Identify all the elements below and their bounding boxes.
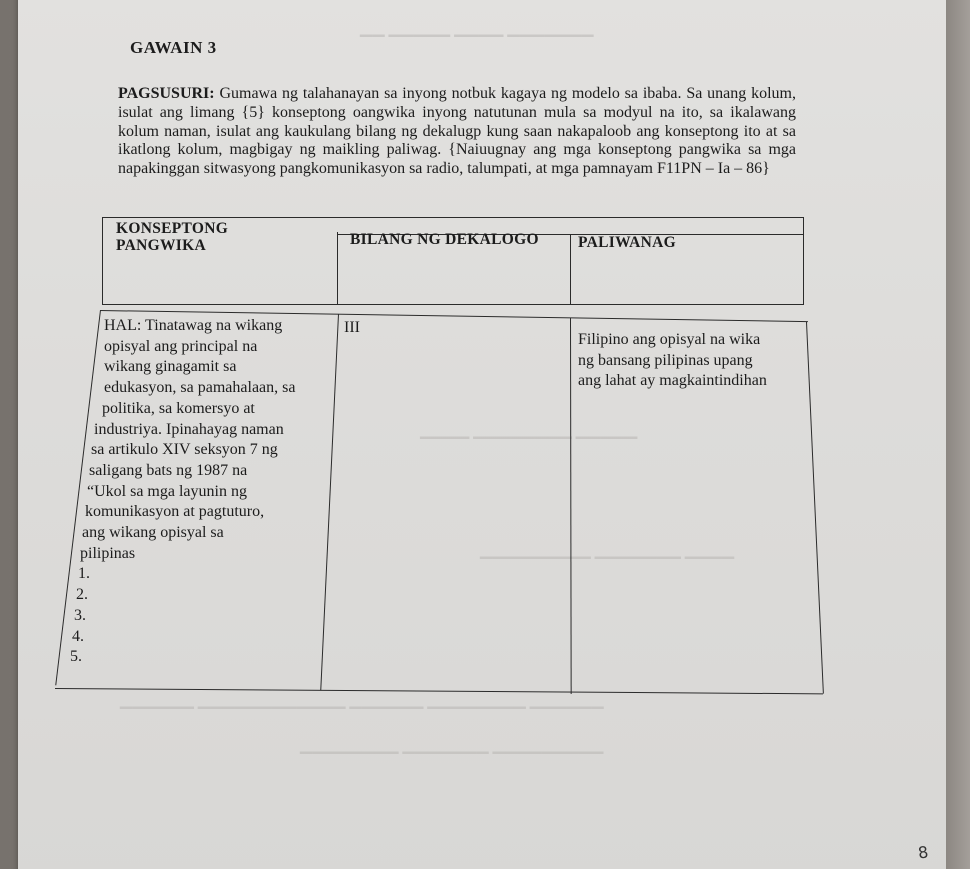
instructions-text: Gumawa ng talahanayan sa inyong notbuk kagaya ng modelo sa ibaba. Sa unang kolum, isulat ang limang {5} konseptong oangwika inyong natutunan mula sa modyul na ito, sa ikalawang kolum naman, isulat ang kaukulang bilang ng dekalugp kung saan nakapaloob ang konseptong ito at sa ikatlong kolum, magbigay ng maikling paliwag. {Naiuugnay ang mga konseptong pangwika sa mga napakinggan sitwasyong pangkomunikasyon sa radio, talumpati, at mga pamnayam F11PN – Ia – 86}	[118, 85, 797, 178]
body-divider-2	[570, 318, 572, 694]
header-paliwanag: PALIWANAG	[578, 234, 677, 251]
body-bottom-rule	[55, 688, 823, 694]
header-bilang-ng-dekalogo: BILANG NG DEKALOGO	[350, 231, 539, 248]
page-number: 8	[916, 842, 930, 863]
body-right-edge	[806, 322, 824, 694]
example-paliwanag-cell: Filipino ang opisyal na wika ng bansang pilipinas upang ang lahat ay magkaintindihan	[578, 331, 767, 390]
bleed-through-texture-1: ▁▁▁▁▁▁▁ ▁▁▁▁ ▁▁▁▁▁ ▁▁	[360, 20, 594, 37]
bleed-through-texture-5: ▁▁▁▁▁▁▁▁▁ ▁▁▁▁▁▁▁ ▁▁▁▁▁▁▁▁	[300, 737, 604, 754]
bleed-through-texture-3: ▁▁▁▁ ▁▁▁▁▁▁▁ ▁▁▁▁▁▁▁▁▁	[480, 542, 735, 559]
example-concept-cell: HAL: Tinatawag na wikang opisyal ang principal na wikang ginagamit sa edukasyon, sa pamahalaan, sa politika, sa komersyo at industriya. Ipinahayag naman sa artikulo XIV seksyon 7 ng saligang bats ng 1987 na “Ukol sa mga layunin ng komunikasyon at pagtuturo, ang wikang opisyal sa pilipinas 1. 2. 3. 4. 5.	[70, 317, 296, 666]
header-konseptong-pangwika: KONSEPTONG PANGWIKA	[116, 220, 229, 254]
activity-title: GAWAIN 3	[130, 38, 217, 57]
header-divider-2	[570, 235, 571, 305]
bleed-through-texture-2: ▁▁▁▁▁ ▁▁▁▁▁▁▁▁ ▁▁▁▁	[420, 422, 638, 439]
instructions-paragraph	[118, 85, 796, 179]
instructions-lead: PAGSUSURI:	[118, 85, 215, 102]
example-dekalogo-cell: III	[344, 319, 360, 336]
bleed-through-texture-4: ▁▁▁▁▁▁ ▁▁▁▁▁▁▁▁ ▁▁▁▁▁▁ ▁▁▁▁▁▁▁▁▁▁▁▁ ▁▁▁▁▁▁	[120, 692, 604, 709]
header-divider-1	[337, 232, 338, 305]
